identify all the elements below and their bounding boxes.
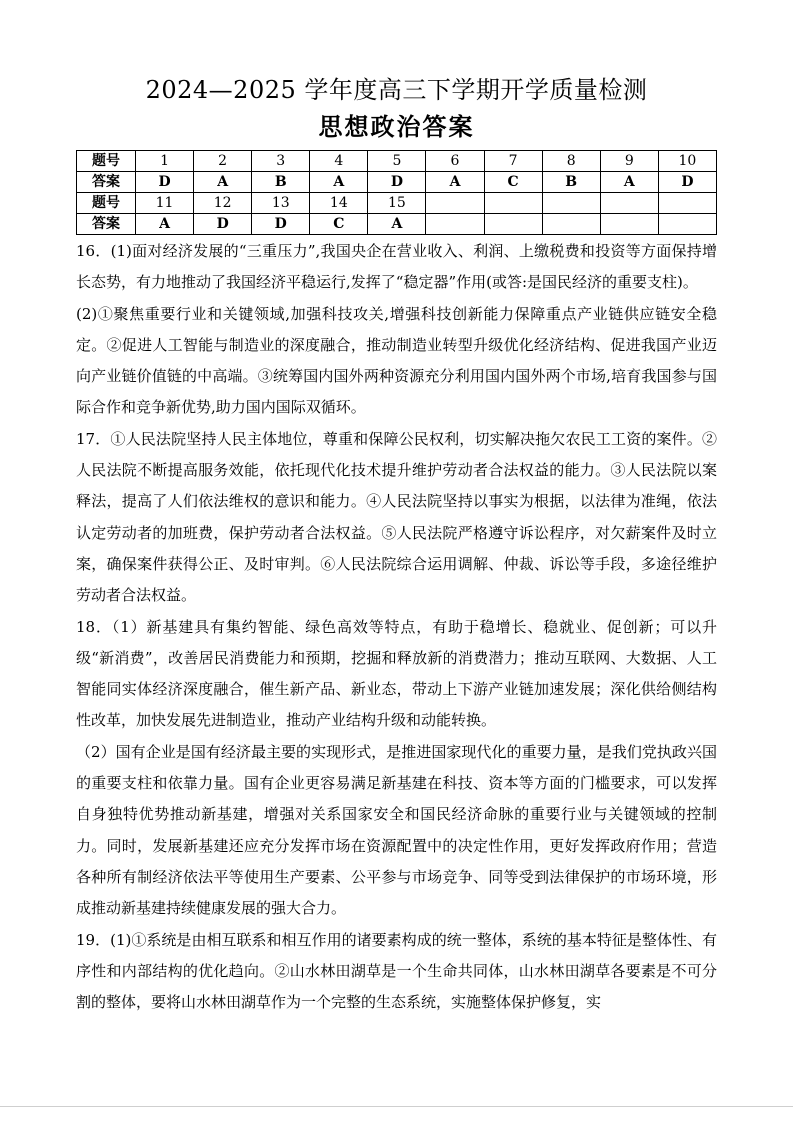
empty-cell — [600, 193, 658, 214]
question-number-row — [77, 151, 717, 172]
question-number-cell: 6 — [426, 151, 484, 172]
question-number-cell: 15 — [368, 193, 426, 214]
question-number-cell: 12 — [194, 193, 252, 214]
empty-cell — [426, 214, 484, 235]
answer-cell: D — [252, 214, 310, 235]
answer-18-part1: 18．（1）新基建具有集约智能、绿色高效等特点，有助于稳增长、稳就业、促创新；可以升级“新消费”，改善居民消费能力和预期，挖掘和释放新的消费潜力；推动互联网、大数据、人工智能同实体经济深度融合，催生新产品、新业态，带动上下游产业链加速发展；深化供给侧结构性改革，加快发展先进制造业，推动产业结构升级和动能转换。 — [76, 617, 717, 730]
answer-cell: D — [658, 172, 716, 193]
answer-16-part2: (2)①聚焦重要行业和关键领域,加强科技攻关,增强科技创新能力保障重点产业链供应链安全稳定。②促进人工智能与制造业的深度融合，推动制造业转型升级优化经济结构、促进我国产业迈向产业链价值链的中高端。③统筹国内国外两种资源充分利用国内国外两个市场,培育我国参与国际合作和竞争新优势,助力国内国际双循环。 — [76, 304, 717, 417]
answer-cell: A — [426, 172, 484, 193]
answer-cell: C — [310, 214, 368, 235]
answer-cell: A — [600, 172, 658, 193]
empty-cell — [542, 214, 600, 235]
answer-explanations — [76, 236, 717, 1018]
answer-table — [76, 150, 717, 235]
empty-cell — [658, 193, 716, 214]
question-number-cell: 1 — [136, 151, 194, 172]
answer-row — [77, 214, 717, 235]
question-number-cell: 14 — [310, 193, 368, 214]
question-number-cell: 13 — [252, 193, 310, 214]
question-number-cell: 2 — [194, 151, 252, 172]
question-number-cell: 10 — [658, 151, 716, 172]
page-bottom-divider — [0, 1106, 793, 1107]
answer-cell: D — [136, 172, 194, 193]
answer-17: 17．①人民法院坚持人民主体地位，尊重和保障公民权利，切实解决拖欠农民工工资的案件。②人民法院不断提高服务效能，依托现代化技术提升维护劳动者合法权益的能力。③人民法院以案释法，提高了人们依法维权的意识和能力。④人民法院坚持以事实为根据，以法律为准绳，依法认定劳动者的加班费，保护劳动者合法权益。⑤人民法院严格遵守诉讼程序，对欠薪案件及时立案，确保案件获得公正、及时审判。⑥人民法院综合运用调解、仲裁、诉讼等手段，多途径维护劳动者合法权益。 — [76, 429, 717, 605]
answer-cell: A — [194, 172, 252, 193]
answer-cell: A — [368, 214, 426, 235]
answer-cell: D — [194, 214, 252, 235]
page-subtitle: 思想政治答案 — [318, 112, 475, 141]
row-label-question: 题号 — [77, 193, 136, 214]
question-number-cell: 8 — [542, 151, 600, 172]
page-title: 2024—2025 学年度高三下学期开学质量检测 — [145, 76, 648, 104]
row-label-answer: 答案 — [77, 214, 136, 235]
empty-cell — [426, 193, 484, 214]
answer-row — [77, 172, 717, 193]
row-label-answer: 答案 — [77, 172, 136, 193]
empty-cell — [484, 193, 542, 214]
answer-cell: B — [542, 172, 600, 193]
answer-cell: C — [484, 172, 542, 193]
question-number-cell: 3 — [252, 151, 310, 172]
question-number-cell: 9 — [600, 151, 658, 172]
answer-cell: B — [252, 172, 310, 193]
answer-cell: A — [310, 172, 368, 193]
question-number-cell: 5 — [368, 151, 426, 172]
answer-19-part1: 19．(1)①系统是由相互联系和相互作用的诸要素构成的统一整体，系统的基本特征是整体性、有序性和内部结构的优化趋向。②山水林田湖草是一个生命共同体，山水林田湖草各要素是不可分割的整体，要将山水林田湖草作为一个完整的生态系统，实施整体保护修复，实 — [76, 930, 717, 1012]
empty-cell — [658, 214, 716, 235]
answer-cell: D — [368, 172, 426, 193]
answer-cell: A — [136, 214, 194, 235]
answer-16-part1: 16．(1)面对经济发展的“三重压力”,我国央企在营业收入、利润、上缴税费和投资等方面保持增长态势，有力地推动了我国经济平稳运行,发挥了“稳定器”作用(或答:是国民经济的重要支柱)。 — [76, 242, 717, 292]
empty-cell — [600, 214, 658, 235]
answer-18-part2: （2）国有企业是国有经济最主要的实现形式，是推进国家现代化的重要力量，是我们党执政兴国的重要支柱和依靠力量。国有企业更容易满足新基建在科技、资本等方面的门槛要求，可以发挥自身独特优势推动新基建，增强对关系国家安全和国民经济命脉的重要行业与关键领域的控制力。同时，发展新基建还应充分发挥市场在资源配置中的决定性作用，更好发挥政府作用；营造各种所有制经济依法平等使用生产要素、公平参与市场竞争、同等受到法律保护的市场环境，形成推动新基建持续健康发展的强大合力。 — [76, 742, 717, 918]
question-number-cell: 7 — [484, 151, 542, 172]
empty-cell — [542, 193, 600, 214]
question-number-cell: 11 — [136, 193, 194, 214]
empty-cell — [484, 214, 542, 235]
question-number-row — [77, 193, 717, 214]
row-label-question: 题号 — [77, 151, 136, 172]
question-number-cell: 4 — [310, 151, 368, 172]
